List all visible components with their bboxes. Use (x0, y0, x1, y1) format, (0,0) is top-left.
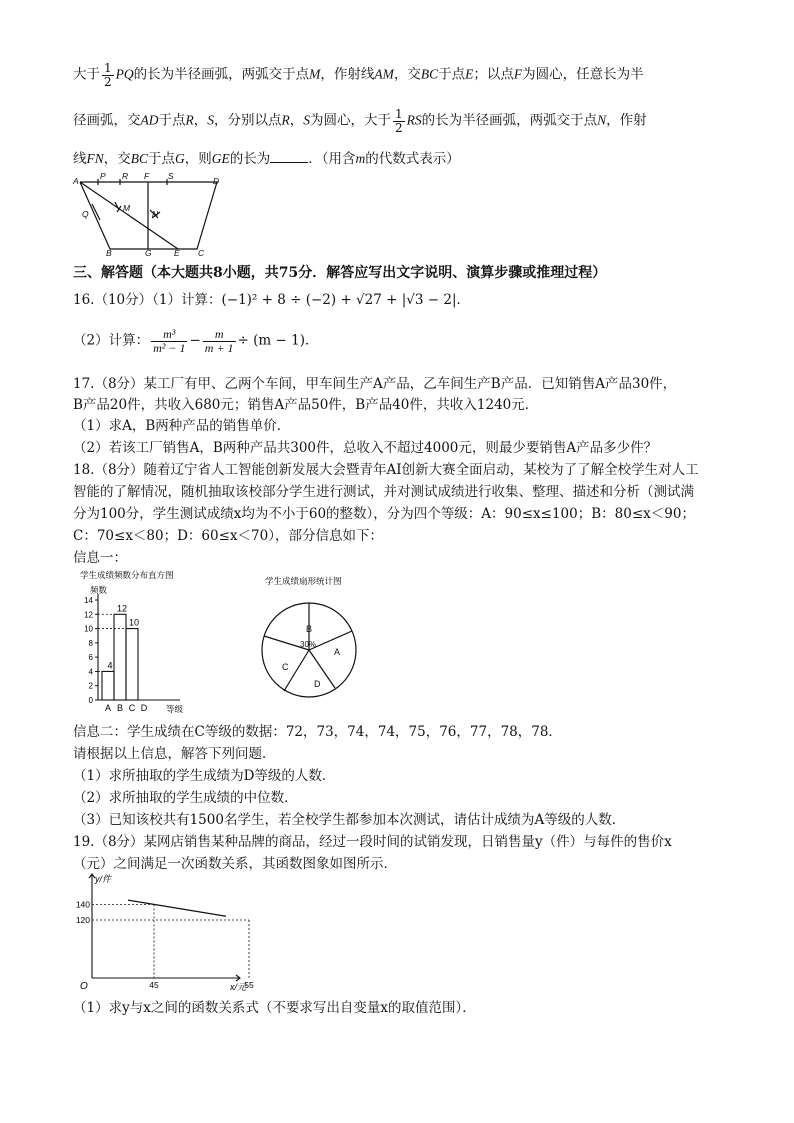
point-f: F (513, 66, 523, 82)
q18-ask: 请根据以上信息，解答下列问题． (73, 746, 276, 762)
histogram-bar (114, 614, 126, 700)
fraction-numerator: m³ (151, 328, 187, 342)
histogram-title: 学生成绩频数分布直方图 (80, 570, 174, 580)
fraction-numerator: 1 (104, 61, 112, 75)
graph-y-tick-label: 120 (75, 915, 90, 925)
q18-sub1: （1）求所抽取的学生成绩为D等级的人数． (73, 768, 336, 784)
point-g: G (175, 151, 185, 166)
section-heading: 三、解答题（本大题共8小题，共75分．解答应写出文字说明、演算步骤或推理过程） (73, 265, 607, 281)
figure-label: C (198, 248, 205, 258)
histogram-y-tick-label: 2 (88, 681, 93, 691)
info-two: 信息二：学生成绩在C等级的数据：72，73，74，74，75，76，77，78，78． (73, 724, 562, 740)
figure-label: D (213, 176, 220, 186)
histogram-y-tick-label: 12 (84, 610, 93, 620)
segment-ge: GE (211, 151, 230, 166)
fraction-numerator: m (203, 328, 236, 342)
histogram-x-tick-label: C (128, 703, 136, 713)
q16-label: 16.（10分）（1）计算： (73, 292, 222, 308)
q19-line: 19.（8分）某网店销售某种品牌的商品，经过一段时间的试销发现，日销售量y（件）与每件的售价x (73, 834, 672, 850)
q18-sub2: （2）求所抽取的学生成绩的中位数． (73, 790, 298, 806)
figure-label: E (174, 248, 180, 258)
q15-text: ，则 (184, 151, 212, 167)
q15-text: 于点 (148, 151, 176, 167)
q19-line: （元）之间满足一次函数关系，其函数图象如图所示． (73, 856, 397, 872)
q15-text: 为圆心，大于 (310, 112, 391, 129)
linear-function-graph (70, 868, 254, 996)
pie-annotation-b: 30% (300, 640, 317, 649)
q17-sub2: （2）若该工厂销售A，B两种产品共300件，总收入不超过4000元，则最少要销售A产品多少件？ (73, 440, 658, 456)
graph-x-tick-label: 45 (149, 980, 159, 990)
q17-line: 17.（8分）某工厂有甲、乙两个车间，甲车间生产A产品，乙车间生产B产品．已知销售A产品30件， (73, 376, 677, 392)
fraction-denominator: 2 (104, 74, 112, 89)
fraction-1 (151, 328, 187, 354)
segment-pq: PQ (115, 66, 134, 82)
histogram-xlabel: 等级 (166, 704, 184, 714)
function-line (128, 900, 226, 916)
trapezoid-figure (70, 172, 230, 258)
histogram-y-tick-label: 6 (88, 653, 93, 663)
figure-label: R (122, 171, 129, 181)
q15-text: 为圆心，任意长为半 (522, 66, 644, 83)
point-m: M (309, 66, 321, 82)
figure-label: F (144, 171, 150, 181)
pie-label-c: C (282, 662, 289, 672)
segment-ad: AD (140, 112, 159, 128)
q15-text: 的长为 (229, 151, 271, 167)
point-s: S (303, 112, 310, 128)
histogram-x-tick-label: D (140, 703, 148, 713)
pie-label-d: D (314, 679, 321, 689)
q15-text: ；以点 (473, 66, 514, 83)
q15-text: ， (289, 112, 304, 129)
answer-blank[interactable] (270, 150, 308, 163)
q16-part2 (73, 328, 318, 354)
graph-xlabel: x/元 (230, 982, 247, 992)
histogram-y-tick-label: 10 (84, 624, 93, 634)
q15-text: 的长为半径画弧，两弧交于点 (421, 112, 598, 129)
q15-text: ，作射线 (320, 66, 375, 83)
graph-origin: O (80, 981, 88, 992)
q15-text: ．（用含 (308, 151, 356, 167)
q15-line3 (73, 150, 460, 167)
point-r: R (185, 112, 194, 128)
q17-sub1: （1）求A，B两种产品的销售单价． (73, 418, 291, 434)
q18-line: C：70≤x＜80；D：60≤x＜70），部分信息如下： (73, 528, 383, 544)
q17-line: B产品20件，共收入680元；销售A产品50件，B产品40件，共收入1240元． (73, 397, 539, 413)
point-r: R (281, 112, 290, 128)
q15-text: 径画弧，交 (73, 112, 141, 129)
q16-label2: （2）计算： (73, 332, 150, 349)
q15-text: 的代数式表示） (365, 151, 460, 167)
q15-text: 线 (73, 151, 87, 167)
q18-line: 18.（8分）随着辽宁省人工智能创新发展大会暨青年AI创新大赛全面启动，某校为了了解全校学生对人工 (73, 462, 699, 478)
histogram-y-tick-label: 14 (84, 596, 93, 605)
ray-am: AM (374, 66, 394, 82)
variable-m: m (355, 151, 366, 166)
q15-text: 于点 (158, 112, 186, 129)
graph-x-tick-label: 55 (244, 980, 254, 990)
q15-text: ，作射 (606, 112, 647, 129)
pie-divider (309, 650, 335, 688)
histogram-y-tick-label: 0 (88, 696, 93, 705)
q19-sub1: （1）求y与x之间的函数关系式（不要求写出自变量x的取值范围）． (73, 1000, 476, 1016)
histogram-bar (126, 629, 138, 700)
q15-line1 (73, 62, 644, 88)
segment-rs: RS (406, 112, 422, 128)
pie-label-b: B (306, 624, 313, 634)
histogram-data-label: 12 (116, 603, 128, 614)
histogram-bar (102, 671, 114, 700)
half-fraction (102, 62, 114, 88)
q16-tail: ÷ (m − 1)． (237, 332, 319, 349)
figure-label: P (100, 171, 106, 181)
q15-text: 的长为半径画弧，两弧交于点 (133, 66, 310, 83)
q15-text: 于点 (438, 66, 466, 83)
histogram-data-label: 4 (107, 660, 113, 671)
info-one-label: 信息一： (73, 550, 127, 566)
q15-text: ，交 (393, 66, 421, 83)
fraction-2 (203, 328, 236, 354)
point-n: N (597, 112, 607, 128)
minus-sign: − (189, 332, 201, 349)
graph-ylabel: y/件 (95, 874, 112, 884)
q15-text: ，交 (103, 151, 131, 167)
ray-fn: FN (86, 151, 104, 166)
q16-expression: (−1)² + 8 ÷ (−2) + √27 + |√3 − 2|． (221, 292, 470, 308)
figure-label: S (168, 171, 174, 181)
segment-bc: BC (420, 66, 439, 82)
pie-title: 学生成绩扇形统计图 (265, 576, 342, 586)
histogram-y-tick-label: 4 (88, 667, 93, 677)
graph-y-tick-label: 140 (75, 899, 90, 910)
histogram-x-tick-label: B (116, 703, 124, 713)
figure-label: G (145, 248, 152, 258)
q15-text: 大于 (73, 66, 100, 83)
histogram-x-tick-label: A (104, 703, 112, 713)
q16-part1 (73, 292, 470, 308)
q15-text: ， (193, 112, 208, 129)
q18-line: 智能的了解情况，随机抽取该校部分学生进行测试，并对测试成绩进行收集、整理、描述和分析（测试满 (73, 484, 694, 500)
histogram-y-tick-label: 8 (88, 638, 93, 648)
histogram-data-label: 10 (128, 617, 140, 628)
figure-label: M (123, 203, 131, 213)
point-s: S (207, 112, 214, 128)
segment-bc: BC (130, 151, 149, 166)
fraction-denominator: 2 (395, 120, 403, 135)
q15-text: ，分别以点 (214, 112, 282, 129)
fraction-numerator: 1 (395, 107, 403, 121)
half-fraction (393, 108, 405, 134)
pie-chart (255, 566, 385, 716)
fraction-denominator: m + 1 (204, 340, 234, 355)
histogram-chart (70, 566, 200, 716)
pie-label-a: A (334, 647, 341, 657)
figure-label: A (73, 176, 79, 186)
q18-sub3: （3）已知该校共有1500名学生，若全校学生都参加本次测试，请估计成绩为A等级的人数． (73, 812, 626, 828)
q18-line: 分为100分，学生测试成绩x均为不小于60的整数），分为四个等级：A：90≤x≤100；B：80≤x＜90； (73, 506, 695, 522)
histogram-ylabel: 频数 (90, 585, 108, 595)
figure-label: Q (82, 209, 89, 219)
q15-line2 (73, 108, 647, 134)
fraction-denominator: m² − 1 (153, 340, 186, 355)
figure-label: N (152, 209, 159, 219)
figure-label: B (106, 248, 112, 258)
point-e: E (465, 66, 474, 82)
